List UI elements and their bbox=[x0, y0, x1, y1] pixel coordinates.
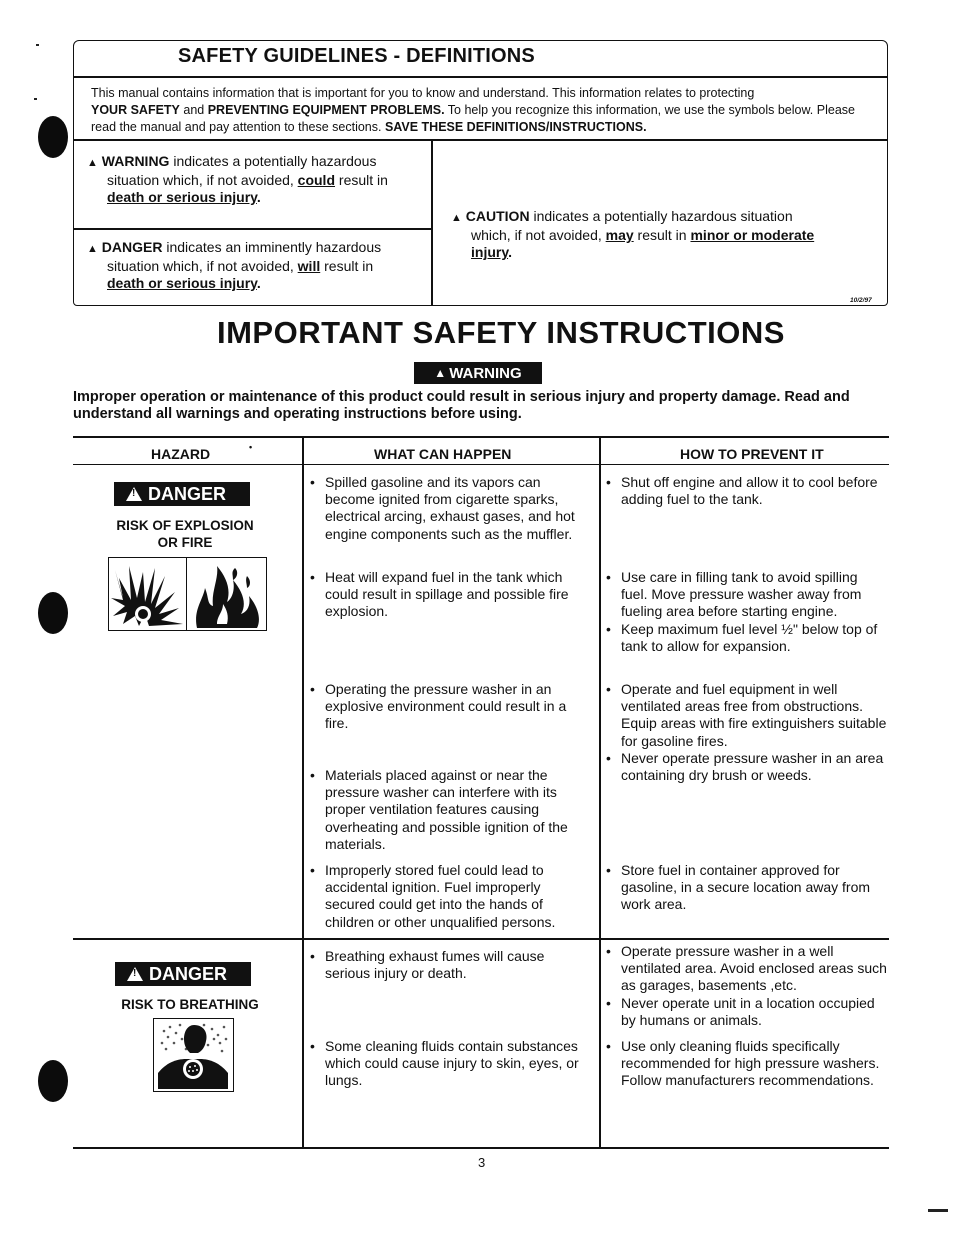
page-number: 3 bbox=[478, 1155, 486, 1170]
definitions-title-rule bbox=[73, 76, 888, 78]
punch-hole-bottom bbox=[38, 1060, 68, 1102]
warning-banner: ▲ WARNING bbox=[414, 362, 542, 384]
punch-hole-top bbox=[38, 116, 68, 158]
column-header-what-can-happen: WHAT CAN HAPPEN bbox=[374, 446, 512, 462]
list-item: • Materials placed against or near the pressure washer can interfere with its proper ventilation features causing overheating and possible ignition of the materials. bbox=[310, 767, 568, 852]
lead-warning-text: Improper operation or maintenance of this product could result in serious injury and property damage. Read and understand all warnings and operating instructions before using. bbox=[73, 389, 850, 422]
scan-speck bbox=[928, 1209, 948, 1212]
date-stamp: 10/2/97 bbox=[850, 297, 872, 304]
table-top-rule bbox=[73, 436, 889, 438]
what-can-happen-cell bbox=[307, 767, 592, 853]
list-item: • Operate and fuel equipment in well ventilated areas free from obstructions. Equip areas with fire extinguishers suitable for gasoline fires. bbox=[606, 681, 887, 749]
what-can-happen-cell bbox=[307, 474, 592, 543]
danger-triangle-icon bbox=[126, 487, 142, 501]
page-title: IMPORTANT SAFETY INSTRUCTIONS bbox=[217, 315, 785, 350]
what-can-happen-cell bbox=[307, 862, 592, 931]
list-item: • Improperly stored fuel could lead to accidental ignition. Fuel improperly secured could get into the hands of children or other unqualified persons. bbox=[310, 862, 556, 930]
list-item: • Some cleaning fluids contain substances which could cause injury to skin, eyes, or lungs. bbox=[310, 1038, 579, 1089]
how-to-prevent-cell bbox=[603, 474, 887, 508]
list-item: • Keep maximum fuel level ½" below top of tank to allow for expansion. bbox=[606, 620, 878, 654]
list-item: • Use only cleaning fluids specifically recommended for high pressure washers. Follow manufacturers recommendations. bbox=[606, 1038, 880, 1089]
warning-triangle-icon: ▲ bbox=[87, 157, 98, 169]
list-item: • Operate pressure washer in a well ventilated area. Avoid enclosed areas such as garages, basements ,etc. bbox=[606, 943, 887, 994]
warning-triangle-icon: ▲ bbox=[434, 366, 447, 380]
column-header-hazard: HAZARD bbox=[151, 446, 211, 462]
list-item: • Use care in filling tank to avoid spilling fuel. Move pressure washer away from fueling area before starting engine. bbox=[606, 569, 862, 620]
list-item: • Never operate unit in a location occupied by humans or animals. bbox=[606, 994, 875, 1028]
danger-definition: ▲ DANGER indicates an imminently hazardous situation which, if not avoided, will result in death or serious injury. bbox=[87, 239, 382, 291]
what-can-happen-cell bbox=[307, 948, 592, 982]
list-item: • Operating the pressure washer in an explosive environment could result in a fire. bbox=[310, 681, 567, 732]
list-item: • Never operate pressure washer in an area containing dry brush or weeds. bbox=[606, 749, 884, 784]
breathing-hazard-icon bbox=[153, 1018, 234, 1092]
definitions-title: SAFETY GUIDELINES - DEFINITIONS bbox=[178, 45, 535, 67]
what-can-happen-cell bbox=[307, 1038, 592, 1090]
fire-icon-graphic bbox=[187, 558, 265, 629]
explosion-icon bbox=[108, 557, 188, 631]
list-item: • Store fuel in container approved for gasoline, in a secure location away from work area. bbox=[606, 862, 871, 913]
warning-definition: ▲ WARNING indicates a potentially hazardous situation which, if not avoided, could result in death or serious injury. bbox=[87, 153, 388, 205]
breathing-hazard-icon-graphic bbox=[154, 1019, 232, 1090]
definitions-column-divider bbox=[431, 140, 433, 306]
list-item: • Heat will expand fuel in the tank which could result in spillage and possible fire explosion. bbox=[310, 569, 569, 620]
danger-badge: ! DANGER bbox=[114, 482, 250, 506]
definitions-divider bbox=[73, 139, 888, 141]
danger-badge: ! DANGER bbox=[115, 962, 251, 986]
table-column-divider bbox=[599, 436, 601, 1148]
table-column-divider bbox=[302, 436, 304, 1148]
how-to-prevent-cell bbox=[603, 862, 887, 914]
table-header-rule bbox=[73, 464, 889, 465]
risk-label: RISK TO BREATHING bbox=[121, 997, 259, 1012]
table-section-rule bbox=[73, 938, 889, 940]
explosion-icon-graphic bbox=[109, 558, 186, 629]
list-item: • Breathing exhaust fumes will cause serious injury or death. bbox=[310, 948, 545, 982]
caution-triangle-icon: ▲ bbox=[451, 212, 462, 224]
scan-speck bbox=[36, 44, 39, 46]
caution-definition: ▲ CAUTION indicates a potentially hazardous situation which, if not avoided, may result in minor or moderate injury. bbox=[451, 208, 815, 260]
column-header-mark: • bbox=[249, 442, 253, 452]
scan-speck bbox=[34, 98, 37, 100]
fire-icon bbox=[186, 557, 267, 631]
what-can-happen-cell bbox=[307, 681, 592, 733]
list-item: • Spilled gasoline and its vapors can become ignited from cigarette sparks, electrical arcing, exhaust gases, and hot engine components such as the muffler. bbox=[310, 474, 575, 542]
table-bottom-rule bbox=[73, 1147, 889, 1149]
danger-triangle-icon: ▲ bbox=[87, 243, 98, 255]
how-to-prevent-cell bbox=[603, 681, 887, 784]
how-to-prevent-cell bbox=[603, 1038, 887, 1090]
what-can-happen-cell bbox=[307, 569, 592, 621]
column-header-how-to-prevent: HOW TO PREVENT IT bbox=[680, 446, 824, 462]
definitions-row-divider bbox=[73, 228, 432, 230]
risk-label: RISK OF EXPLOSION OR FIRE bbox=[116, 518, 254, 550]
list-item: • Shut off engine and allow it to cool before adding fuel to the tank. bbox=[606, 474, 878, 508]
how-to-prevent-cell bbox=[603, 943, 887, 1029]
definitions-intro: This manual contains information that is important for you to know and understand. This information relates to protecting YOUR SAFETY and PREVENTING EQUIPMENT PROBLEMS. To help you recognize this information, we use the symbols below. Please read the manual and pay attention to these sections. SAVE THESE DEFINITIONS/INSTRUCTIONS. bbox=[91, 86, 855, 134]
punch-hole-middle bbox=[38, 592, 68, 634]
danger-triangle-icon bbox=[127, 967, 143, 981]
how-to-prevent-cell bbox=[603, 569, 887, 655]
